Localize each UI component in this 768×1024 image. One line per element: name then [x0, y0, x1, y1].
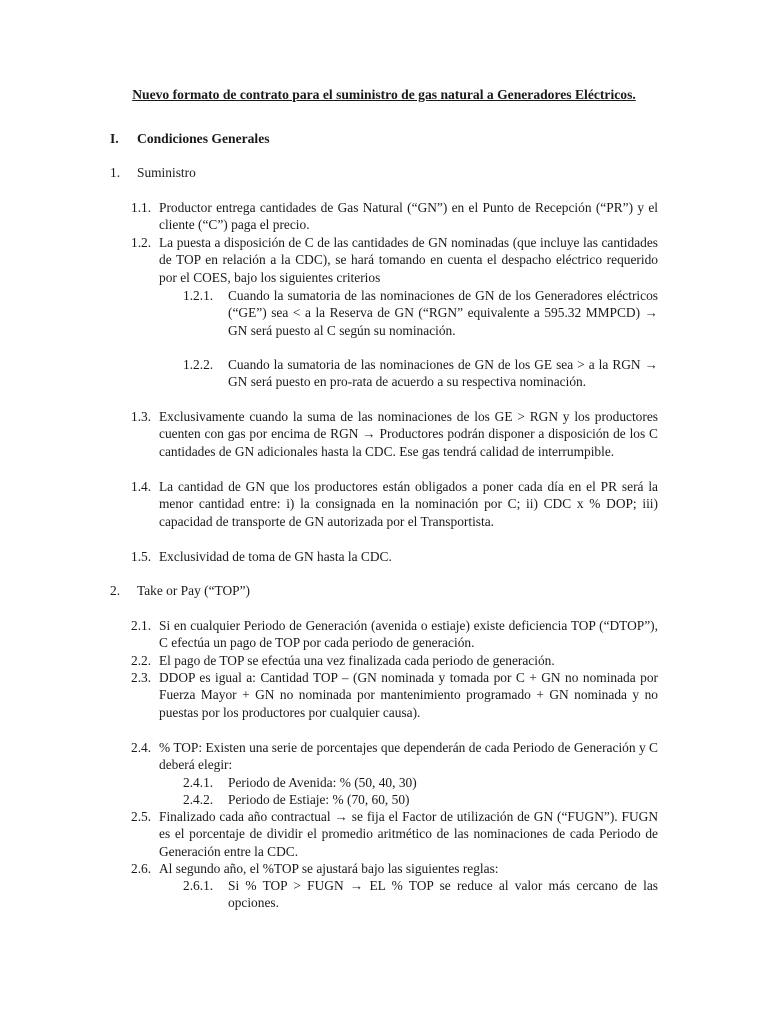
clause-number: 1.2.1. [183, 288, 214, 303]
clause-number: 2.1. [131, 618, 152, 633]
clause-number: 1. [110, 165, 121, 180]
clause-number: 2.6.1. [183, 878, 214, 893]
clause-text: Productor entrega cantidades de Gas Natural (“GN”) en el Punto de Recepción (“PR”) y el cliente (“C”) paga el precio. [159, 200, 658, 233]
clause-number: 1.3. [131, 409, 152, 424]
clause-text: Cuando la sumatoria de las nominaciones de GN de los GE sea > a la RGN → GN será puesto en pro-rata de acuerdo a su respectiva nominación. [228, 357, 658, 390]
clause-number: 1.1. [131, 200, 152, 215]
clause-text: Exclusivamente cuando la suma de las nominaciones de los GE > RGN y los productores cuenten con gas por encima de RGN → Productores podrán disponer a disposición de los C cantidades de GN adicionales hasta la CDC. Ese gas tendrá calidad de interrumpible. [159, 409, 658, 459]
clause-text: Cuando la sumatoria de las nominaciones de GN de los Generadores eléctricos (“GE”) sea < a la Reserva de GN (“RGN” equivalente a 595.32 MMPCD) → GN será puesto al C según su nominación. [228, 288, 658, 338]
clause-text: DDOP es igual a: Cantidad TOP – (GN nominada y tomada por C + GN no nominada por Fuerza Mayor + GN no nominada por mantenimiento programado + GN nominada y no puestas por los productores por cualquier causa). [159, 670, 658, 720]
clause-text: Periodo de Avenida: % (50, 40, 30) [228, 775, 417, 790]
clause-text: Si % TOP > FUGN → EL % TOP se reduce al valor más cercano de las opciones. [228, 878, 658, 911]
clause-number: 2.3. [131, 670, 152, 685]
clause-number: 2.4. [131, 740, 152, 755]
clause-text: Exclusividad de toma de GN hasta la CDC. [159, 549, 392, 564]
section-number: I. [110, 131, 119, 146]
clause-text: La cantidad de GN que los productores están obligados a poner cada día en el PR será la menor cantidad entre: i) la consignada en la nominación por C; ii) CDC x % DOP; iii) capacidad de transporte de GN autorizada por el Transportista. [159, 479, 658, 529]
clause-number: 2.4.2. [183, 792, 214, 807]
clause-text: Finalizado cada año contractual → se fija el Factor de utilización de GN (“FUGN”). FUGN es el porcentaje de dividir el promedio aritmético de las nominaciones de cada Periodo de Generación entre la CDC. [159, 809, 658, 859]
clause-text: El pago de TOP se efectúa una vez finalizada cada periodo de generación. [159, 653, 555, 668]
clause-number: 1.2. [131, 235, 152, 250]
clause-number: 1.4. [131, 479, 152, 494]
clause-text: Take or Pay (“TOP”) [137, 583, 250, 598]
clause-number: 2.5. [131, 809, 152, 824]
clause-number: 1.2.2. [183, 357, 214, 372]
clause-number: 2. [110, 583, 121, 598]
clause-text: Suministro [137, 165, 196, 180]
clause-text: Si en cualquier Periodo de Generación (avenida o estiaje) existe deficiencia TOP (“DTOP”), C efectúa un pago de TOP por cada periodo de generación. [159, 618, 658, 651]
clause-text: La puesta a disposición de C de las cantidades de GN nominadas (que incluye las cantidades de TOP en relación a la CDC), se hará tomando en cuenta el despacho eléctrico requerido por el COES, bajo los siguientes criterios [159, 235, 658, 285]
document-title: Nuevo formato de contrato para el suministro de gas natural a Generadores Eléctricos. [132, 87, 636, 102]
clause-number: 2.2. [131, 653, 152, 668]
clause-number: 1.5. [131, 549, 152, 564]
clause-text: Al segundo año, el %TOP se ajustará bajo las siguientes reglas: [159, 861, 499, 876]
clause-text: % TOP: Existen una serie de porcentajes que dependerán de cada Periodo de Generación y C deberá elegir: [159, 740, 658, 773]
clause-text: Periodo de Estiaje: % (70, 60, 50) [228, 792, 410, 807]
clause-number: 2.6. [131, 861, 152, 876]
section-title: Condiciones Generales [137, 131, 270, 146]
clause-number: 2.4.1. [183, 775, 214, 790]
